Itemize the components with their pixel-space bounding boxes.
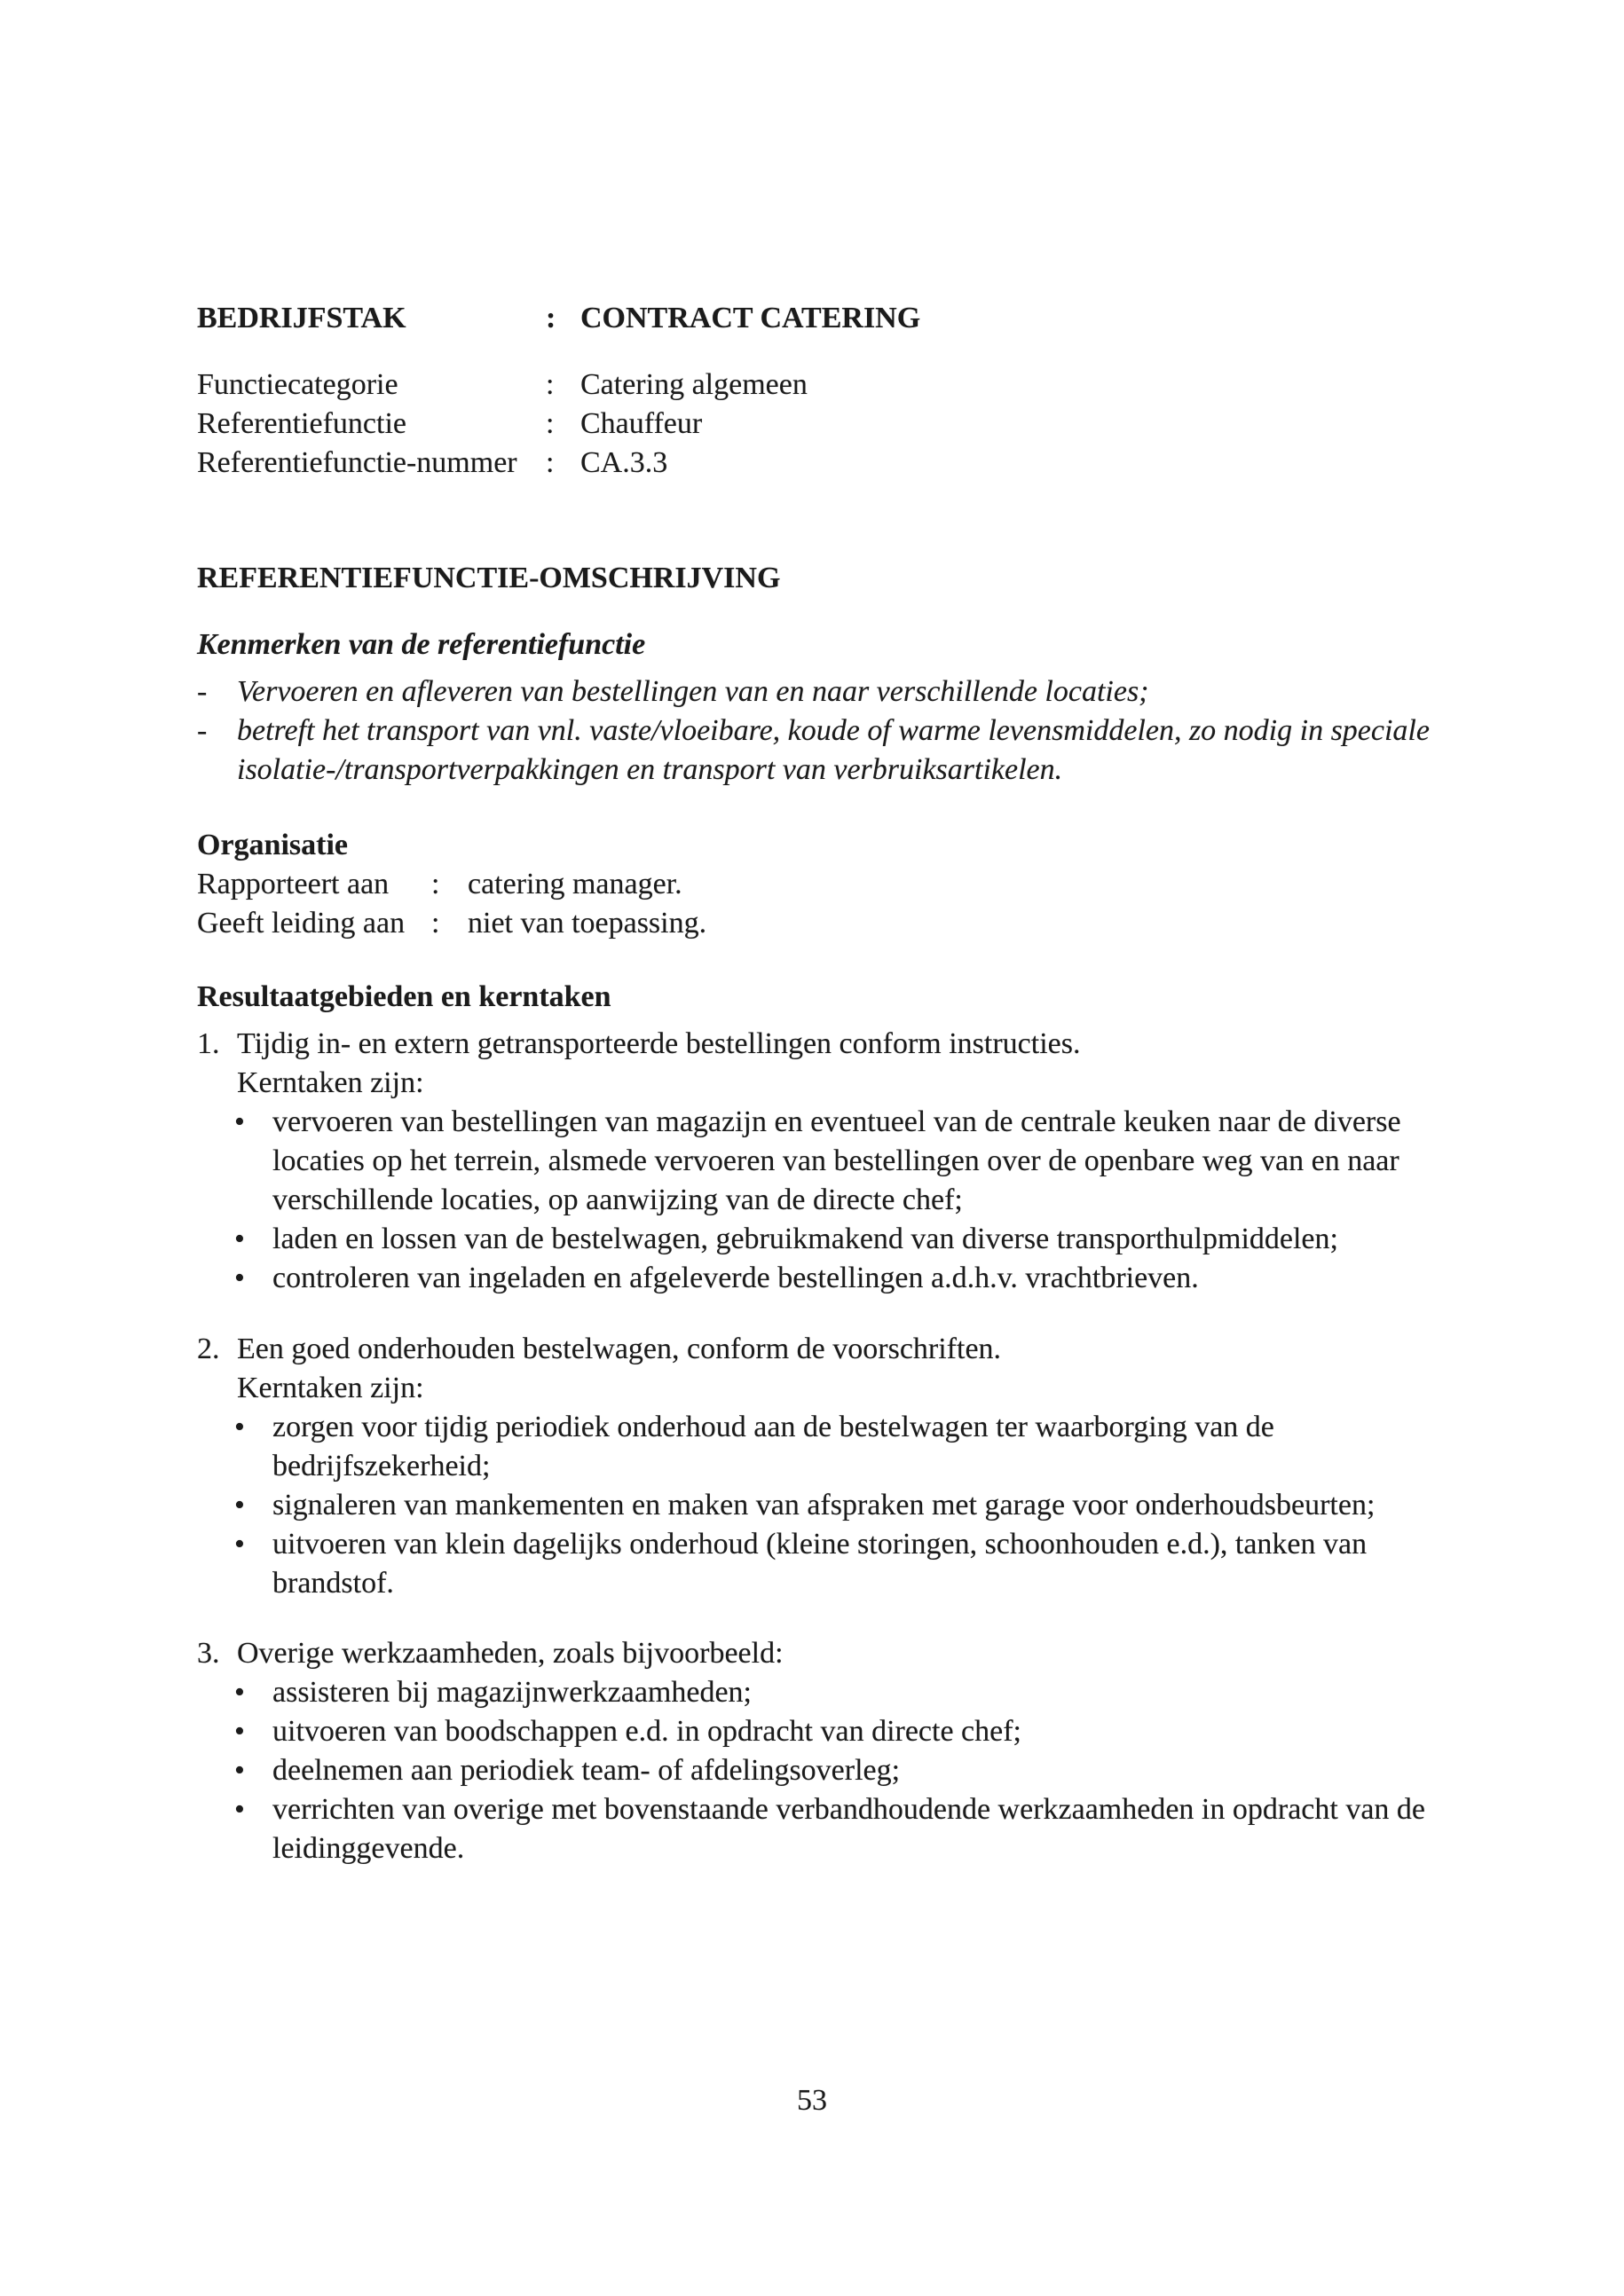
bullet-marker: • bbox=[234, 1262, 245, 1294]
bullet-marker: • bbox=[234, 1528, 245, 1561]
header-separator: : bbox=[546, 302, 556, 334]
bullet-text: laden en lossen van de bestelwagen, gebruikmakend van diverse transporthulpmiddelen; bbox=[272, 1223, 1338, 1255]
result-item-sublabel: Kerntaken zijn: bbox=[237, 1372, 424, 1404]
organisatie-separator: : bbox=[431, 907, 440, 940]
bullet-text: uitvoeren van boodschappen e.d. in opdracht van directe chef; bbox=[272, 1715, 1022, 1748]
meta-separator: : bbox=[546, 407, 555, 440]
bullet-item bbox=[197, 1103, 1466, 1220]
list-item bbox=[197, 672, 1466, 712]
meta-separator: : bbox=[546, 446, 555, 479]
bullet-text: uitvoeren van klein dagelijks onderhoud (kleine storingen, schoonhouden e.d.), tanken van brandstof. bbox=[272, 1528, 1368, 1600]
organisatie-value: catering manager. bbox=[468, 868, 682, 900]
list-item bbox=[197, 712, 1466, 790]
header-label: BEDRIJFSTAK bbox=[197, 302, 406, 334]
result-item-bullets bbox=[197, 1408, 1466, 1603]
bullet-marker: • bbox=[234, 1793, 245, 1826]
organisatie-title: Organisatie bbox=[197, 829, 348, 861]
meta-label: Functiecategorie bbox=[197, 368, 398, 401]
meta-value: CA.3.3 bbox=[580, 446, 668, 479]
kenmerken-item-text: Vervoeren en afleveren van bestellingen van en naar verschillende locaties; bbox=[237, 675, 1149, 708]
bullet-item bbox=[197, 1259, 1466, 1298]
bullet-marker: • bbox=[234, 1676, 245, 1709]
bullet-text: deelnemen aan periodiek team- of afdelingsoverleg; bbox=[272, 1754, 901, 1787]
bullet-marker: • bbox=[234, 1715, 245, 1748]
meta-rows bbox=[197, 366, 1466, 483]
organisatie-row bbox=[197, 904, 1466, 943]
result-item-number: 3. bbox=[197, 1637, 220, 1670]
meta-label: Referentiefunctie-nummer bbox=[197, 446, 517, 479]
result-item-text: Overige werkzaamheden, zoals bijvoorbeeld: bbox=[237, 1637, 784, 1670]
organisatie-row bbox=[197, 865, 1466, 904]
result-item-text: Een goed onderhouden bestelwagen, conform de voorschriften. bbox=[237, 1333, 1002, 1365]
bullet-item bbox=[197, 1408, 1466, 1486]
result-item-text: Tijdig in- en extern getransporteerde bestellingen conform instructies. bbox=[237, 1027, 1081, 1060]
bullet-marker: • bbox=[234, 1411, 245, 1443]
kenmerken-list bbox=[197, 672, 1466, 790]
result-item-sublabel: Kerntaken zijn: bbox=[237, 1066, 424, 1099]
meta-value: Chauffeur bbox=[580, 407, 703, 440]
bullet-text: vervoeren van bestellingen van magazijn en eventueel van de centrale keuken naar de diverse locaties op het terrein, alsmede vervoeren van bestellingen over de openbare weg van en naar verschillende locaties, op aanwijzing van de directe chef; bbox=[272, 1105, 1401, 1216]
result-item-bullets bbox=[197, 1673, 1466, 1868]
meta-row bbox=[197, 366, 1466, 405]
kenmerken-title: Kenmerken van de referentiefunctie bbox=[197, 628, 646, 661]
header-value: CONTRACT CATERING bbox=[580, 302, 921, 334]
page-number: 53 bbox=[797, 2084, 827, 2117]
meta-value: Catering algemeen bbox=[580, 368, 808, 401]
organisatie-rows bbox=[197, 865, 1466, 943]
bullet-item bbox=[197, 1790, 1466, 1868]
dash-marker: - bbox=[197, 675, 208, 708]
meta-row bbox=[197, 444, 1466, 483]
result-item-1 bbox=[197, 1025, 1466, 1064]
bullet-text: signaleren van mankementen en maken van afspraken met garage voor onderhoudsbeurten; bbox=[272, 1489, 1376, 1521]
bullet-text: controleren van ingeladen en afgeleverde bestellingen a.d.h.v. vrachtbrieven. bbox=[272, 1262, 1199, 1294]
bullet-marker: • bbox=[234, 1105, 245, 1138]
bullet-item bbox=[197, 1220, 1466, 1259]
result-item-2 bbox=[197, 1330, 1466, 1369]
kenmerken-item-text: betreft het transport van vnl. vaste/vloeibare, koude of warme levensmiddelen, zo nodig in speciale isolatie-/transportverpakkingen en transport van verbruiksartikelen. bbox=[237, 714, 1430, 786]
bullet-item bbox=[197, 1673, 1466, 1712]
bullet-text: zorgen voor tijdig periodiek onderhoud aan de bestelwagen ter waarborging van de bedrijfszekerheid; bbox=[272, 1411, 1274, 1482]
result-item-number: 2. bbox=[197, 1333, 220, 1365]
bullet-item bbox=[197, 1712, 1466, 1751]
meta-row bbox=[197, 405, 1466, 444]
resultaat-title: Resultaatgebieden en kerntaken bbox=[197, 980, 611, 1013]
bullet-text: assisteren bij magazijnwerkzaamheden; bbox=[272, 1676, 752, 1709]
result-item-number: 1. bbox=[197, 1027, 220, 1060]
bullet-marker: • bbox=[234, 1489, 245, 1521]
bullet-item bbox=[197, 1486, 1466, 1525]
meta-separator: : bbox=[546, 368, 555, 401]
bullet-item bbox=[197, 1525, 1466, 1603]
result-item-3 bbox=[197, 1634, 1466, 1673]
meta-label: Referentiefunctie bbox=[197, 407, 406, 440]
bullet-text: verrichten van overige met bovenstaande verbandhoudende werkzaamheden in opdracht van de leidinggevende. bbox=[272, 1793, 1426, 1865]
document-content bbox=[197, 299, 1466, 1868]
organisatie-label: Geeft leiding aan bbox=[197, 907, 406, 940]
organisatie-value: niet van toepassing. bbox=[468, 907, 707, 940]
result-item-bullets bbox=[197, 1103, 1466, 1298]
organisatie-separator: : bbox=[431, 868, 440, 900]
organisatie-label: Rapporteert aan bbox=[197, 868, 390, 900]
bullet-marker: • bbox=[234, 1223, 245, 1255]
section-title-omschrijving: REFERENTIEFUNCTIE-OMSCHRIJVING bbox=[197, 562, 781, 594]
bullet-item bbox=[197, 1751, 1466, 1790]
bullet-marker: • bbox=[234, 1754, 245, 1787]
header-row bbox=[197, 299, 1466, 338]
dash-marker: - bbox=[197, 714, 208, 747]
